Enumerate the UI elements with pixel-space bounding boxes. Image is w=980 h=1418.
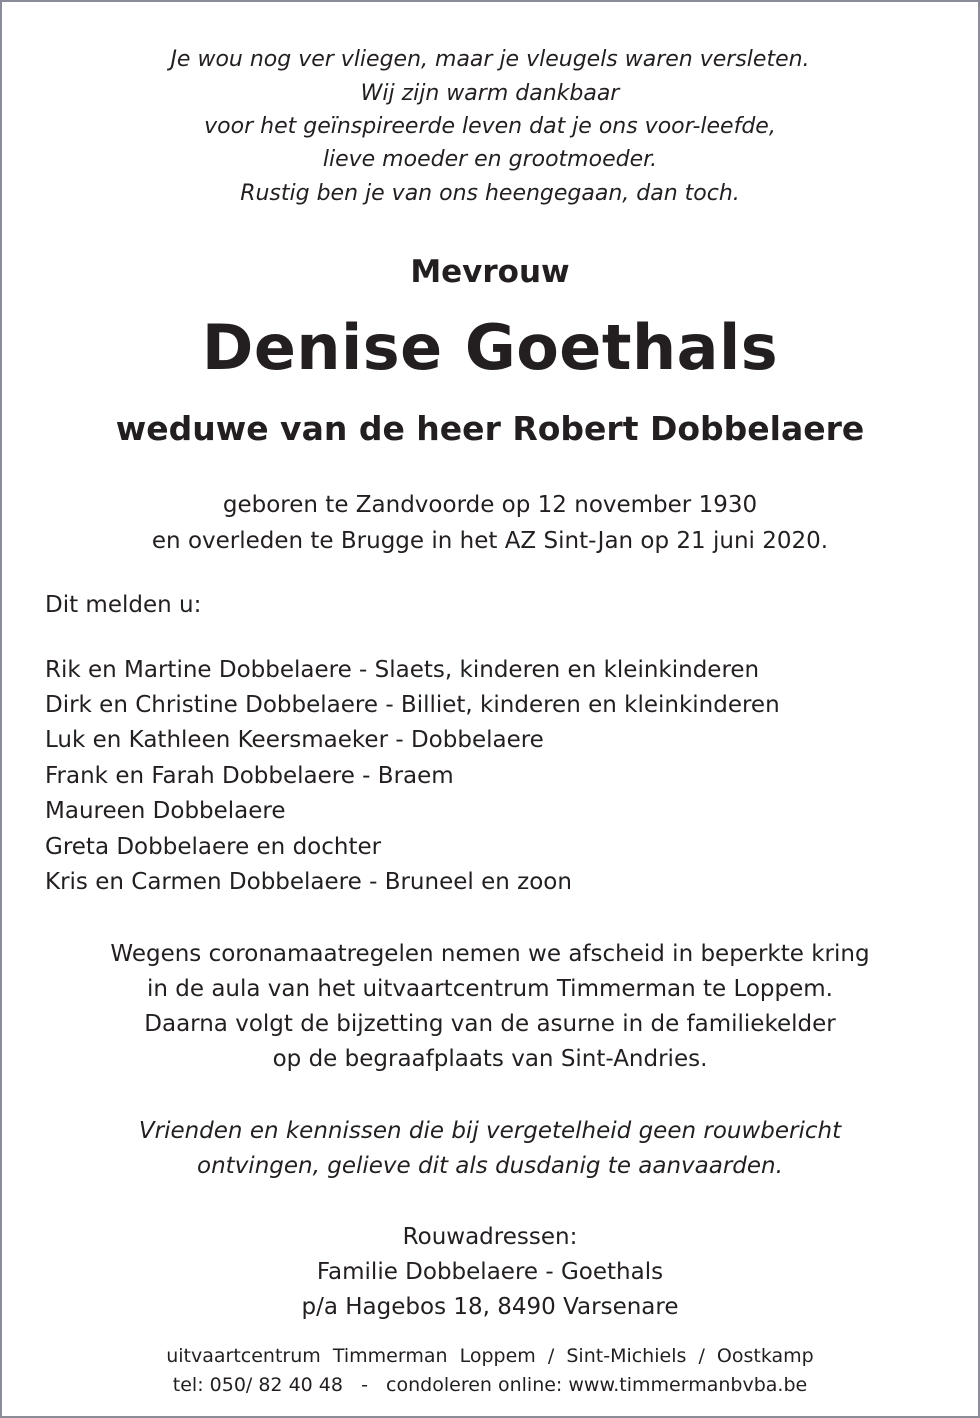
footer-funeral-home: uitvaartcentrum Timmerman Loppem / Sint-Michiels / Oostkamp xyxy=(166,1345,814,1367)
notice-line-2: ontvingen, gelieve dit als dusdanig te aanvaarden. xyxy=(197,1153,783,1179)
poem-line-3: voor het geïnspireerde leven dat je ons voor-leefde, xyxy=(204,114,776,139)
family-line-7: Kris en Carmen Dobbelaere - Bruneel en zoon xyxy=(45,869,572,895)
ceremony-line-4: op de begraafplaats van Sint-Andries. xyxy=(272,1046,708,1072)
deceased-name: Denise Goethals xyxy=(201,311,779,384)
family-line-2: Dirk en Christine Dobbelaere - Billiet, kinderen en kleinkinderen xyxy=(45,692,780,718)
address-family: Familie Dobbelaere - Goethals xyxy=(316,1259,664,1285)
ceremony-line-2: in de aula van het uitvaartcentrum Timmerman te Loppem. xyxy=(146,976,833,1002)
family-line-6: Greta Dobbelaere en dochter xyxy=(45,834,382,860)
poem-line-4: lieve moeder en grootmoeder. xyxy=(322,147,658,172)
subtitle: weduwe van de heer Robert Dobbelaere xyxy=(115,409,865,448)
poem-line-5: Rustig ben je van ons heengegaan, dan toch. xyxy=(240,181,740,206)
ceremony-line-3: Daarna volgt de bijzetting van de asurne in de familiekelder xyxy=(144,1011,836,1037)
footer-contact: tel: 050/ 82 40 48 - condoleren online: www.timmermanbvba.be xyxy=(172,1374,808,1396)
ceremony-line-1: Wegens coronamaatregelen nemen we afscheid in beperkte kring xyxy=(110,941,870,967)
address-street: p/a Hagebos 18, 8490 Varsenare xyxy=(301,1294,679,1320)
poem-line-1: Je wou nog ver vliegen, maar je vleugels waren versleten. xyxy=(170,47,810,72)
family-line-3: Luk en Kathleen Keersmaeker - Dobbelaere xyxy=(45,727,544,753)
address-heading: Rouwadressen: xyxy=(402,1224,578,1250)
family-line-5: Maureen Dobbelaere xyxy=(45,798,286,824)
poem-line-2: Wij zijn warm dankbaar xyxy=(360,81,620,106)
family-line-4: Frank en Farah Dobbelaere - Braem xyxy=(45,763,454,789)
birth-line: geboren te Zandvoorde op 12 november 1930 xyxy=(222,492,758,518)
family-line-1: Rik en Martine Dobbelaere - Slaets, kinderen en kleinkinderen xyxy=(45,657,760,683)
notice-line-1: Vrienden en kennissen die bij vergetelheid geen rouwbericht xyxy=(138,1118,842,1144)
announce: Dit melden u: xyxy=(45,592,202,618)
death-line: en overleden te Brugge in het AZ Sint-Jan op 21 juni 2020. xyxy=(151,528,829,554)
title: Mevrouw xyxy=(410,254,570,290)
